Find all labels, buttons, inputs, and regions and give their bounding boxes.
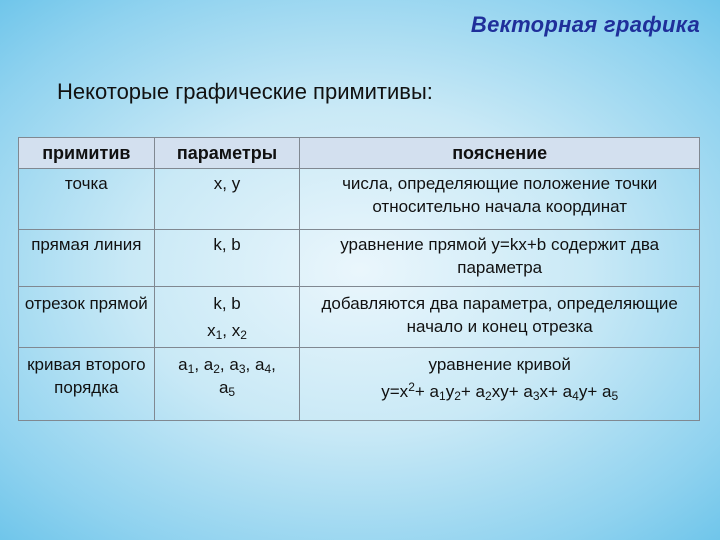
params-line-2: $x_1$, $x_2$ [207,321,247,342]
cell-params: k, b [154,230,300,287]
explanation-text: уравнение кривой [428,355,571,374]
table-row [19,230,700,287]
cell-explanation: уравнение прямой y=kx+b содержит два параметра [300,230,700,287]
subtitle: Некоторые графические примитивы: [57,79,433,104]
cell-primitive: кривая второго порядка [19,348,155,421]
header-explanation: пояснение [300,138,700,169]
table-row [19,169,700,230]
cell-primitive: прямая линия [19,230,155,287]
curve-equation: $y=x^2+ a_1y_2+ a_2xy+ a_3x+ a_4y+ a_5$ [381,380,619,403]
cell-params [154,287,300,348]
table-row [19,348,700,421]
cell-explanation: добавляются два параметра, определяющие начало и конец отрезка [300,287,700,348]
header-params: параметры [154,138,300,169]
header-primitive: примитив [19,138,155,169]
table-row [19,287,700,348]
primitives-table [18,137,700,421]
cell-primitive: отрезок прямой [19,287,155,348]
slide-title: Векторная графика [470,12,700,37]
params-line-1: k, b [213,294,241,313]
cell-explanation: числа, определяющие положение точки относительно начала координат [300,169,700,230]
cell-params: $a_1$, $a_2$, $a_3$, $a_4$, $a_5$ [154,348,300,421]
cell-params: x, y [154,169,300,230]
cell-explanation [300,348,700,421]
cell-primitive: точка [19,169,155,230]
table-header-row [19,138,700,169]
